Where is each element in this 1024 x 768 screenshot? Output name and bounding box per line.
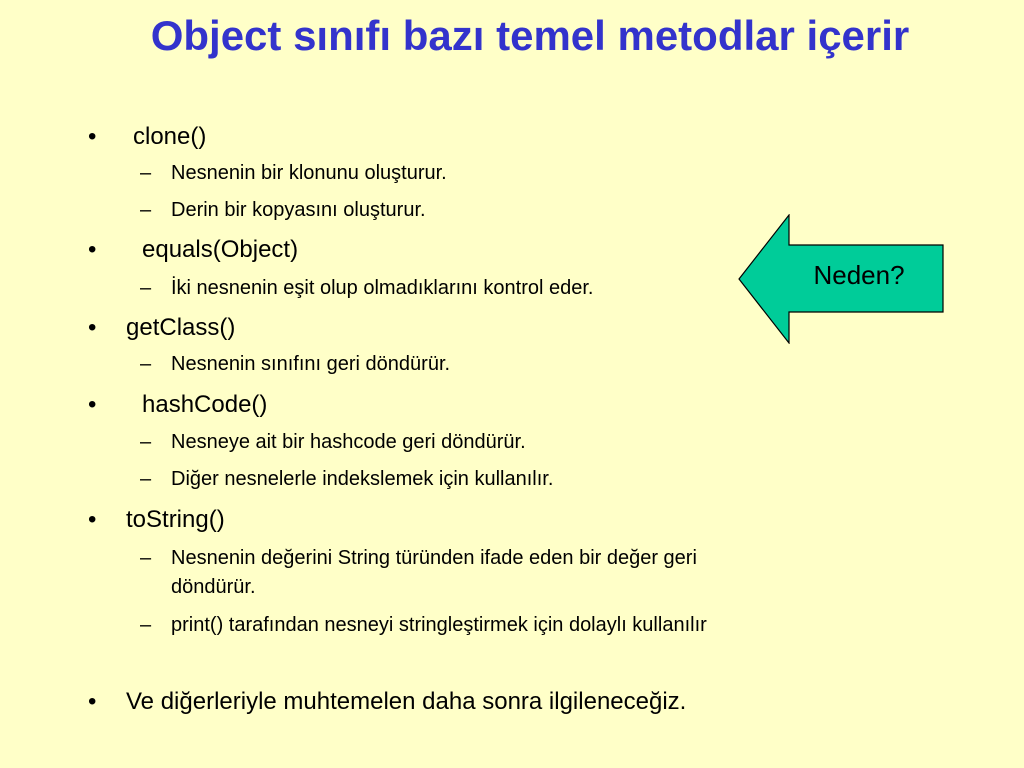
- bullet-marker: •: [88, 314, 97, 341]
- callout-label: Neden?: [813, 260, 905, 290]
- sub-item-text: print() tarafından nesneyi stringleştirmek için dolaylı kullanılır: [171, 614, 707, 636]
- bullet-text: clone(): [133, 123, 207, 150]
- bullet-text: hashCode(): [142, 391, 268, 418]
- dash-marker: –: [140, 162, 152, 184]
- bullet-marker: •: [88, 688, 97, 715]
- bullet-text: equals(Object): [142, 236, 299, 263]
- sub-item-text: döndürür.: [171, 576, 256, 598]
- dash-marker: –: [140, 468, 152, 490]
- bullet-text: Ve diğerleriyle muhtemelen daha sonra ilgileneceğiz.: [126, 688, 687, 715]
- sub-item-text: İki nesnenin eşit olup olmadıklarını kontrol eder.: [171, 277, 594, 299]
- dash-marker: –: [140, 547, 152, 569]
- sub-item-text: Derin bir kopyasını oluşturur.: [171, 199, 426, 221]
- sub-item-text: Nesnenin sınıfını geri döndürür.: [171, 353, 451, 375]
- bullet-text: toString(): [126, 506, 225, 533]
- bullet-marker: •: [88, 391, 97, 418]
- dash-marker: –: [140, 614, 152, 636]
- sub-item-text: Nesnenin değerini String türünden ifade eden bir değer geri: [171, 547, 697, 569]
- dash-marker: –: [140, 353, 152, 375]
- sub-item-text: Diğer nesnelerle indekslemek için kullanılır.: [171, 468, 554, 490]
- slide-title: Object sınıfı bazı temel metodlar içerir: [150, 12, 910, 59]
- dash-marker: –: [140, 277, 152, 299]
- bullet-marker: •: [88, 236, 97, 263]
- dash-marker: –: [140, 431, 152, 453]
- bullet-marker: •: [88, 506, 97, 533]
- bullet-marker: •: [88, 123, 97, 150]
- dash-marker: –: [140, 199, 152, 221]
- sub-item-text: Nesneye ait bir hashcode geri döndürür.: [171, 431, 526, 453]
- callout-arrow: [738, 214, 944, 344]
- sub-item-text: Nesnenin bir klonunu oluşturur.: [171, 162, 447, 184]
- bullet-text: getClass(): [126, 314, 236, 341]
